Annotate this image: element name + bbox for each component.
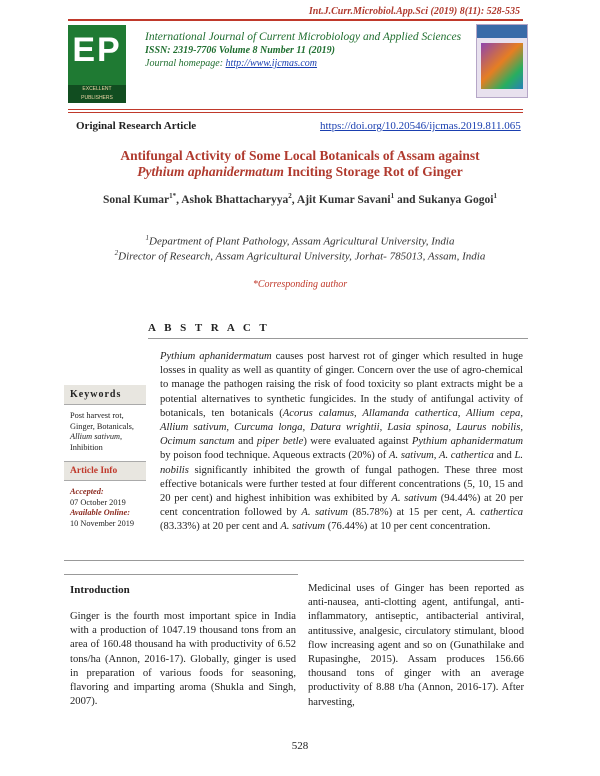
- abstract-rule: [148, 338, 528, 339]
- article-type: Original Research Article: [76, 120, 197, 132]
- header-rule-lower: [68, 109, 523, 110]
- journal-title: International Journal of Current Microbiology and Applied Sciences: [145, 31, 462, 43]
- author-name: Ashok Bhattacharyya: [181, 193, 289, 206]
- keyword-line: Inhibition: [70, 442, 103, 452]
- author-sup: 1: [390, 192, 395, 200]
- introduction-column-2: Medicinal uses of Ginger has been reported as anti-nausea, anti-clotting agent, antifungal, anti-inflammatory, antiseptic, antibacterial antiviral, antitussive, analgesic, circulatory stimulant, blood flow increasing agent and so on (Gunathilake and Rupasinghe, 2015). Assam produces 156.66 thousand tons of ginger with an average productivity of 8.88 t/ha (Annon, 2016-17). After harvesting,: [308, 583, 524, 708]
- introduction-heading: Introduction: [70, 584, 130, 596]
- author-sup: 1*: [169, 192, 177, 200]
- keywords-list: [64, 405, 146, 457]
- article-title-line2: [0, 164, 600, 180]
- affiliation-1: [0, 234, 600, 248]
- keywords-heading: Keywords: [64, 385, 146, 405]
- keyword-line: Allium sativum,: [70, 432, 123, 441]
- journal-issn: ISSN: 2319-7706 Volume 8 Number 11 (2019): [145, 45, 336, 56]
- affiliation-text: Director of Research, Assam Agricultural University, Jorhat- 785013, Assam, India: [118, 250, 486, 263]
- page-number: 528: [291, 740, 309, 752]
- introduction-column-1: Ginger is the fourth most important spice in India with a production of 1047.19 thousand tons from an area of 160.48 thousand ha with productivity of 6.52 tons/ha (Annon, 2016-17). Globally, ginger is used in preparation of various foods for seasoning, flavoring and imparting aroma (Shukla and Singh, 2007).: [70, 611, 296, 708]
- affiliation-text: Department of Plant Pathology, Assam Agricultural University, India: [149, 235, 455, 248]
- journal-homepage: [145, 58, 317, 69]
- affiliation-2: [0, 249, 600, 263]
- available-label: Available Online:: [70, 508, 130, 517]
- logo-caption: EXCELLENT PUBLISHERS: [68, 85, 126, 103]
- keyword-line: Post harvest rot,: [70, 411, 124, 420]
- author-name: Sonal Kumar: [102, 193, 170, 206]
- homepage-label: Journal homepage:: [145, 58, 226, 69]
- author-sup: 2: [288, 192, 292, 200]
- logo-letters: EP: [72, 31, 122, 69]
- author-sup: 1: [493, 192, 498, 200]
- keyword-line: Ginger, Botanicals,: [70, 421, 134, 431]
- doi-link[interactable]: https://doi.org/10.20546/ijcmas.2019.811.065: [320, 120, 521, 132]
- accepted-date: 07 October 2019: [70, 497, 126, 507]
- affiliation-sup: 1: [145, 234, 150, 242]
- pathogen-name: Pythium aphanidermatum: [137, 164, 284, 179]
- homepage-link[interactable]: http://www.ijcmas.com: [225, 58, 318, 69]
- accepted-label: Accepted:: [70, 487, 104, 496]
- author-name: Sukanya Gogoi: [418, 193, 494, 206]
- abstract-bottom-rule: [64, 560, 524, 561]
- article-sidebar: [64, 385, 146, 533]
- available-date: 10 November 2019: [70, 518, 135, 528]
- title-line2-rest: Inciting Storage Rot of Ginger: [283, 164, 463, 179]
- publisher-logo: [68, 25, 126, 103]
- header-rule: [68, 19, 523, 21]
- article-info-heading: Article Info: [64, 461, 146, 481]
- journal-reference: Int.J.Curr.Microbiol.App.Sci (2019) 8(11): 528-535: [308, 6, 520, 17]
- author-list: Sonal Kumar$^{1*}$, Ashok Bhattacharyya$^2$, Ajit Kumar Savani$^1$ and Sukanya Gogoi$^1$: [102, 192, 498, 206]
- author-name: Ajit Kumar Savani: [296, 193, 391, 206]
- abstract-heading: A B S T R A C T: [148, 322, 270, 334]
- journal-cover-image: [476, 24, 528, 98]
- header-rule-lower-2: [68, 112, 523, 113]
- corresponding-author-note: *Corresponding author: [252, 279, 348, 290]
- article-title-line1: Antifungal Activity of Some Local Botanicals of Assam against: [120, 148, 480, 163]
- abstract-text: Pythium aphanidermatum causes post harvest rot of ginger which resulted in huge losses in quality as well as quantity of ginger. Concern over the use of agro-chemical to manage the pathogen raising the risk of food toxicity so plant extracts might be a potential alternatives to synthetic fungicides. In the study of antifungal activity of botanicals, ten botanicals (Acorus calamus, Allamanda cathertica, Allium cepa, Allium sativum, Curcuma longa, Datura wrightii, Lasia spinosa, Laurus nobilis, Ocimum sanctum and piper betle) were evaluated against Pythium aphanidermatum by poison food technique. Aqueous extracts (20%) of A. sativum, A. cathertica and L. nobilis significantly inhibited the growth of fungal pathogen. These three most effective botanicals were further tested at four different concentrations (5, 10, 15 and 20 per cent) and highest inhibition was exhibited by A. sativum (94.44%) at 20 per cent concentration followed by A. sativum (85.78%) at 15 per cent, A. cathertica (83.33%) at 20 per cent and A. sativum (76.44%) at 10 per cent concentration.: [160, 351, 524, 533]
- affiliation-sup: 2: [114, 249, 119, 257]
- article-info-dates: [64, 481, 146, 533]
